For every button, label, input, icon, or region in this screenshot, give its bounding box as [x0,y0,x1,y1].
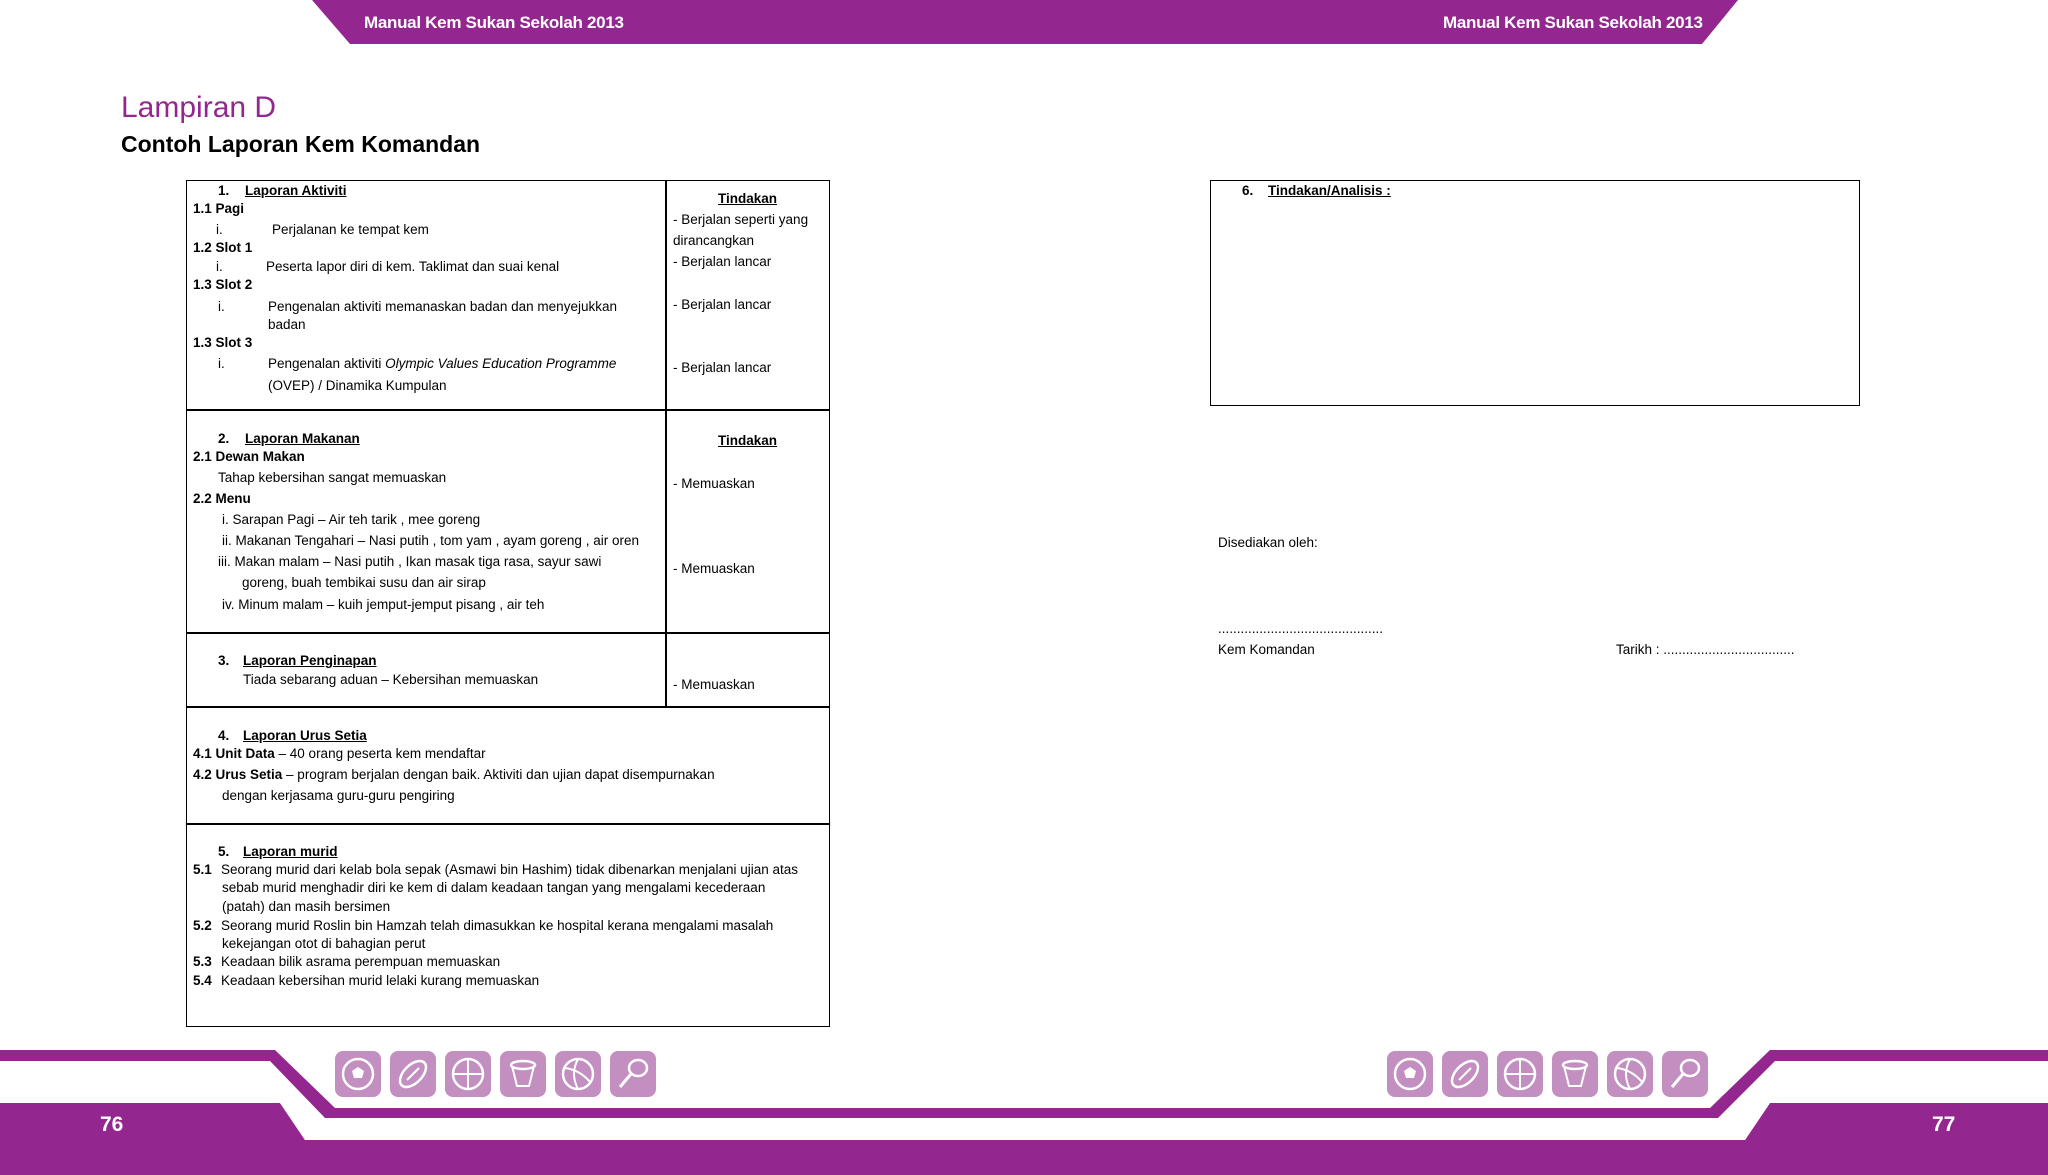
section2-action-2: - Memuaskan [673,561,755,576]
menu-item-3b: goreng, buah tembikai susu dan air sirap [242,575,486,590]
appendix-title: Lampiran D [121,91,277,124]
header-title-left: Manual Kem Sukan Sekolah 2013 [364,13,624,32]
volleyball-icon [1607,1051,1653,1097]
section2-2: 2.2 Menu [193,491,251,506]
section2-title: Laporan Makanan [245,431,360,446]
menu-item-4: iv. Minum malam – kuih jemput-jemput pisang , air teh [222,597,545,612]
section1-action-4: - Berjalan lancar [673,360,772,375]
section6-num: 6. [1242,183,1254,198]
section4-num: 4. [218,728,230,743]
row-divider [186,632,830,634]
section1-1: 1.1 Pagi [193,201,245,216]
section3-action-1: - Memuaskan [673,677,755,692]
section5-1-text1: Seorang murid dari kelab bola sepak (Asmawi bin Hashim) tidak dibenarkan menjalani ujian atas [221,862,799,877]
badminton-racket-icon [1662,1051,1708,1097]
section3-text: Tiada sebarang aduan – Kebersihan memuaskan [243,672,539,687]
section1-2: 1.2 Slot 1 [193,240,253,255]
header-title-right: Manual Kem Sukan Sekolah 2013 [1443,13,1703,32]
section5-2-text2: kekejangan otot di bahagian perut [222,936,426,951]
section4-2: 4.2 Urus Setia – program berjalan dengan baik. Aktiviti dan ujian dapat disempurnakan [193,767,715,782]
date-field: Tarikh : ................................... [1616,642,1795,657]
analysis-box [1210,180,1860,406]
report-subtitle: Contoh Laporan Kem Komandan [121,131,481,157]
section5-1-num: 5.1 [193,862,212,877]
section5-3-num: 5.3 [193,954,212,969]
badminton-racket-icon [610,1051,656,1097]
section4-title: Laporan Urus Setia [243,728,367,743]
section4-2-text2: dengan kerjasama guru-guru pengiring [222,788,455,803]
rugby-ball-icon [1442,1051,1488,1097]
menu-item-3: iii. Makan malam – Nasi putih , Ikan masak tiga rasa, sayur sawi [218,554,602,569]
page-number-left: 76 [100,1113,124,1136]
section1-1-text: Perjalanan ke tempat kem [272,222,429,237]
section5-num: 5. [218,844,230,859]
section2-action-head: Tindakan [718,433,778,448]
volleyball-icon [555,1051,601,1097]
section1-action-3: - Berjalan lancar [673,297,772,312]
section1-title: Laporan Aktiviti [245,183,347,198]
section1-2-text: Peserta lapor diri di kem. Taklimat dan suai kenal [266,259,560,274]
menu-item-1: i. Sarapan Pagi – Air teh tarik , mee goreng [222,512,481,527]
section3-num: 3. [218,653,230,668]
section2-1-text: Tahap kebersihan sangat memuaskan [218,470,447,485]
section1-3b-i: i. [218,356,225,371]
section1-action-head: Tindakan [718,191,778,206]
basketball-icon [1497,1051,1543,1097]
section5-1-text2: sebab murid menghadir diri ke kem di dalam keadaan tangan yang mengalami kecederaan [222,880,766,895]
section5-title: Laporan murid [243,844,338,859]
header-band [0,0,2048,46]
section1-3a-i: i. [218,299,225,314]
section1-2-i: i. [216,259,223,274]
netball-hoop-icon [500,1051,546,1097]
section1-action-2: - Berjalan lancar [673,254,772,269]
section1-1-i: i. [216,222,223,237]
football-icon [335,1051,381,1097]
section2-action-1: - Memuaskan [673,476,755,491]
section1-3a: 1.3 Slot 2 [193,277,253,292]
section1-3b: 1.3 Slot 3 [193,335,253,350]
page-number-right: 77 [1932,1113,1956,1136]
row-divider [186,706,830,708]
footer-band [0,1045,2048,1175]
menu-item-2: ii. Makanan Tengahari – Nasi putih , tom yam , ayam goreng , air oren [222,533,639,548]
section1-action-1b: dirancangkan [673,233,755,248]
section5-2-text1: Seorang murid Roslin bin Hamzah telah dimasukkan ke hospital kerana mengalami masalah [221,918,774,933]
rugby-ball-icon [390,1051,436,1097]
section2-1: 2.1 Dewan Makan [193,449,305,464]
basketball-icon [445,1051,491,1097]
section6-title: Tindakan/Analisis : [1268,183,1391,198]
section1-3a-text2: badan [268,317,306,332]
section3-title: Laporan Penginapan [243,653,377,668]
section5-1-text3: (patah) dan masih bersimen [222,899,391,914]
row-divider [186,823,830,825]
prepared-by-label: Disediakan oleh: [1218,535,1318,550]
column-divider [665,180,667,706]
section1-3a-text1: Pengenalan aktiviti memanaskan badan dan menyejukkan [268,299,617,314]
section1-action-1: - Berjalan seperti yang [673,212,809,227]
section4-1: 4.1 Unit Data – 40 orang peserta kem mendaftar [193,746,486,761]
section5-2-num: 5.2 [193,918,212,933]
section1-num: 1. [218,183,230,198]
football-icon [1387,1051,1433,1097]
section5-3-text: Keadaan bilik asrama perempuan memuaskan [221,954,501,969]
signature-line: ............................................ [1218,621,1384,636]
row-divider [186,409,830,411]
section5-4-text: Keadaan kebersihan murid lelaki kurang memuaskan [221,973,540,988]
section1-3b-text1: Pengenalan aktiviti Olympic Values Education Programme [268,356,617,371]
signature-role: Kem Komandan [1218,642,1315,657]
section5-4-num: 5.4 [193,973,212,988]
section1-3b-text2: (OVEP) / Dinamika Kumpulan [268,378,447,393]
section2-num: 2. [218,431,230,446]
netball-hoop-icon [1552,1051,1598,1097]
